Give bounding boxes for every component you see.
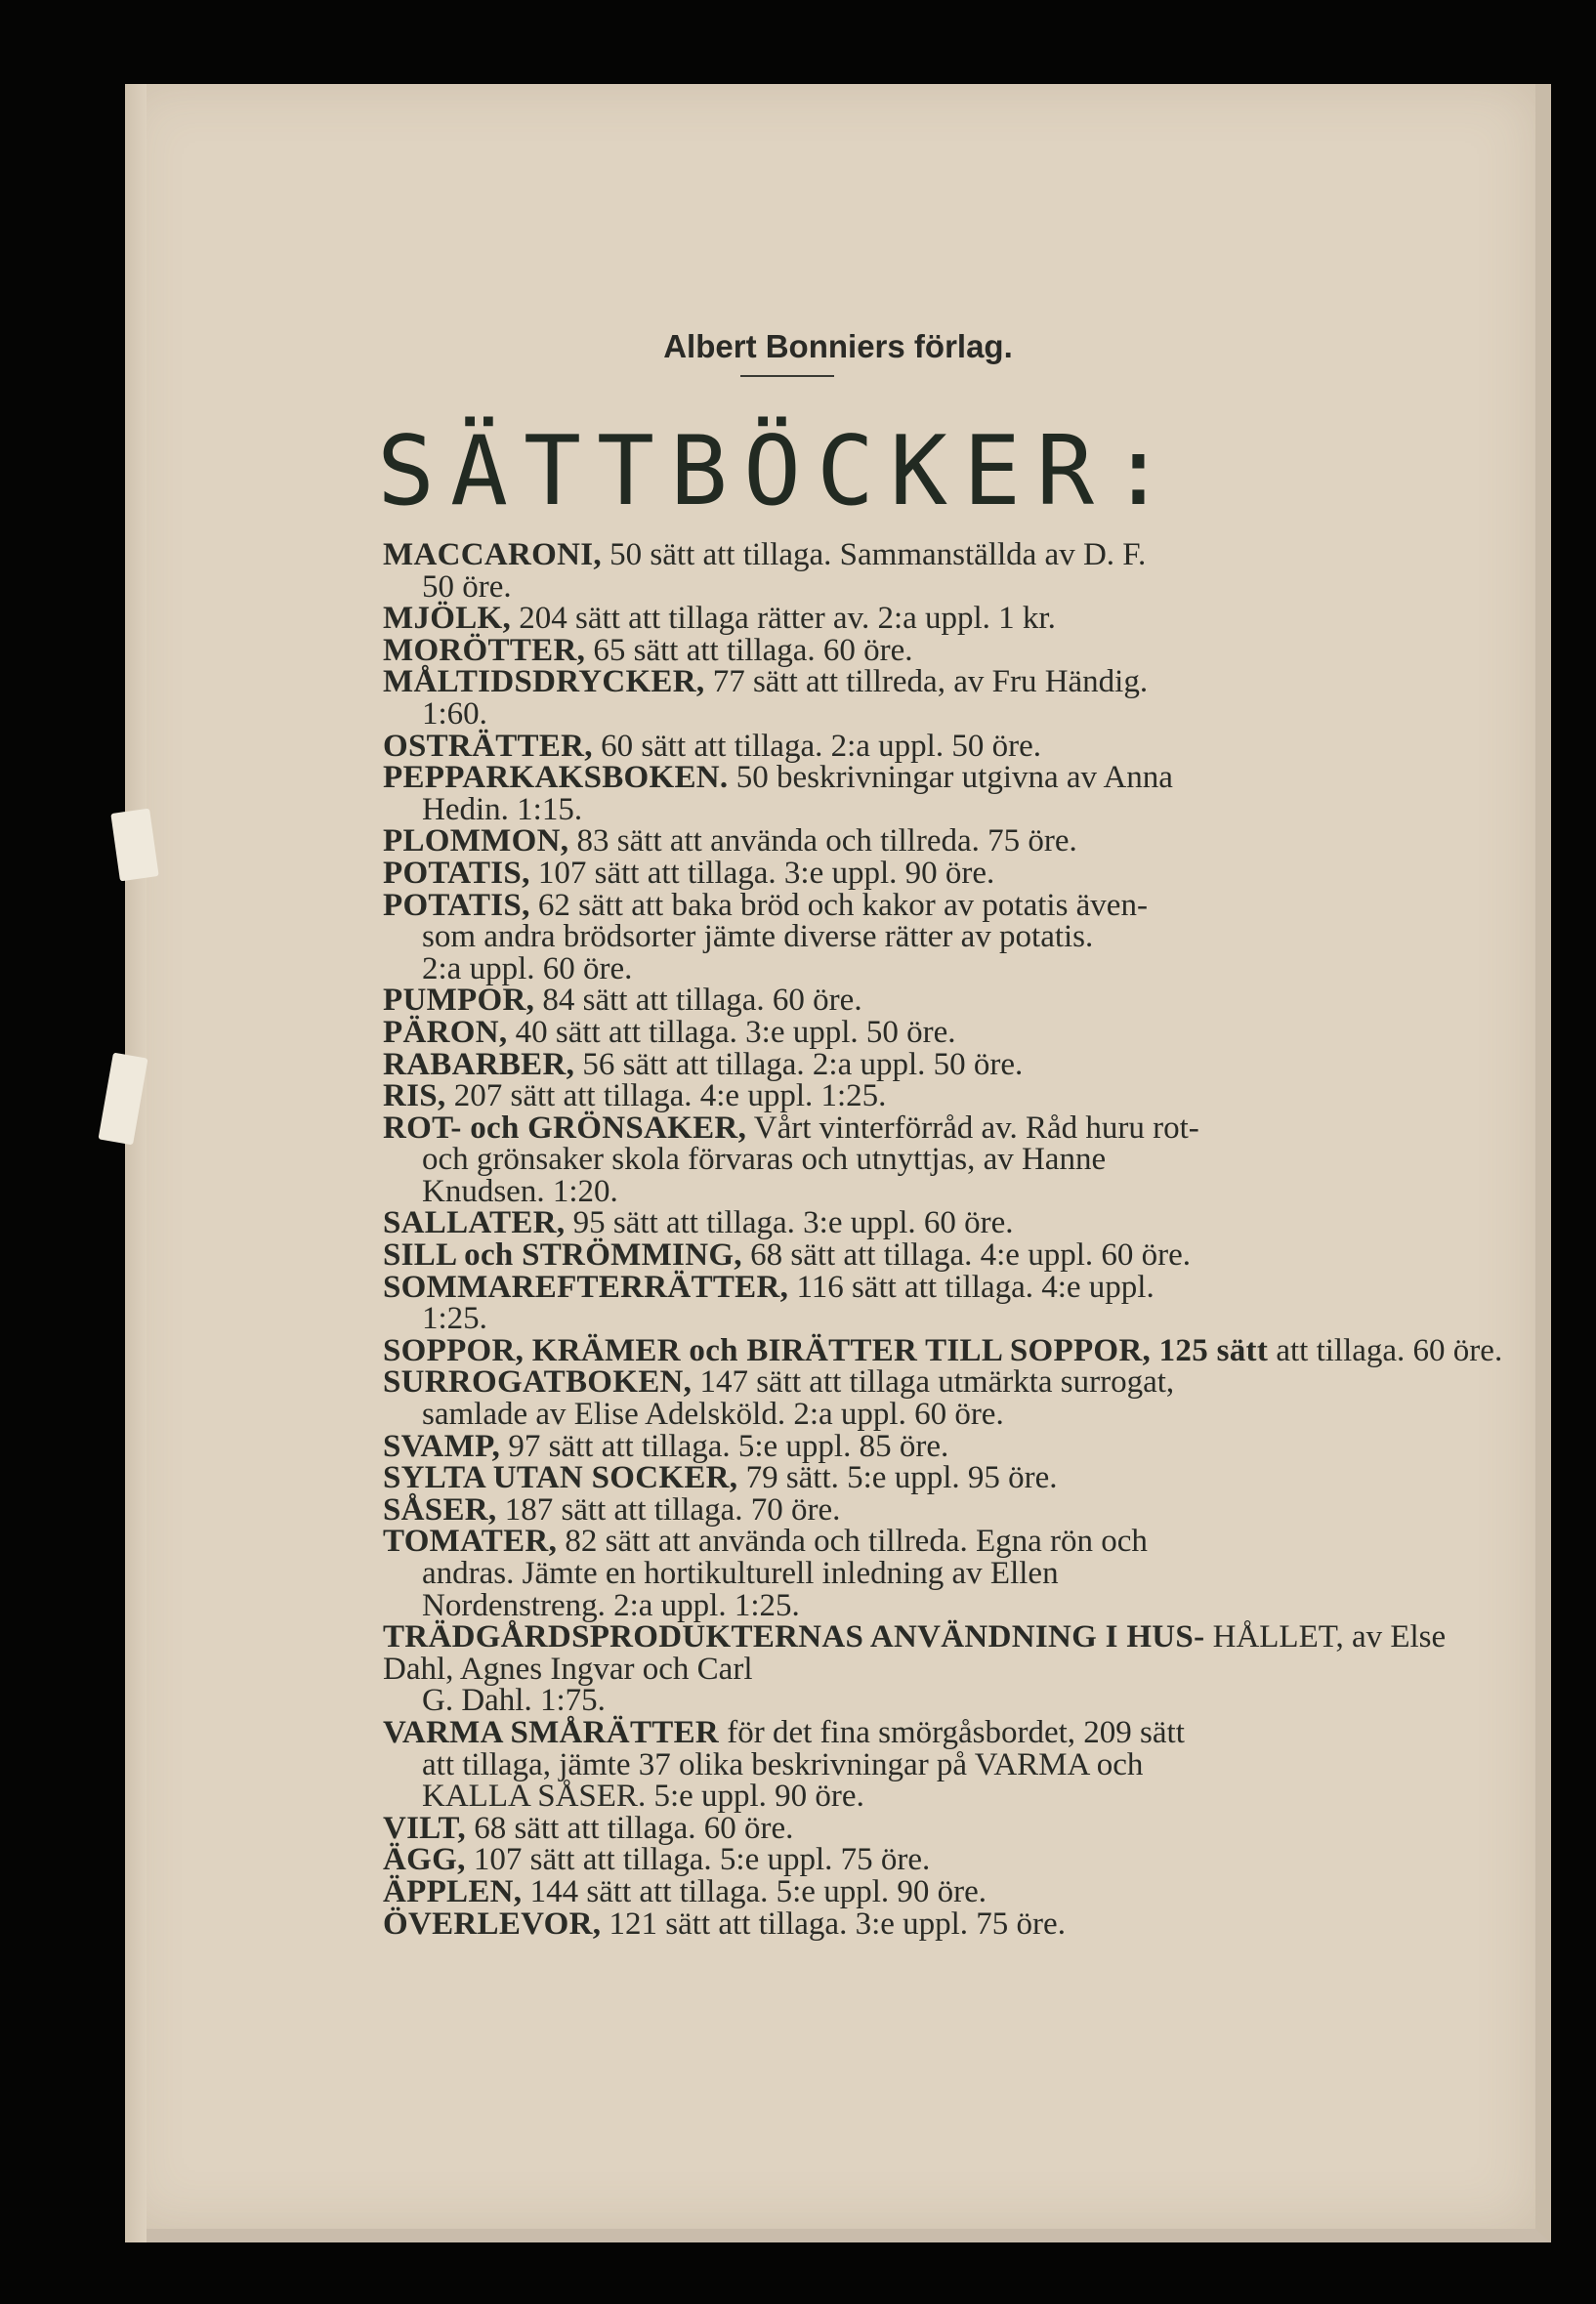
page-title: SÄTTBÖCKER: [377,416,1184,527]
book-title: SÅSER, [383,1491,497,1528]
book-entry [383,1332,1516,1368]
book-title: RABARBER, [383,1046,575,1082]
book-title: TOMATER, [383,1524,558,1560]
book-description: 95 sätt att tillaga. 3:e uppl. 60 öre. [565,1205,1014,1241]
book-entry [383,887,1516,986]
book-entry [383,666,1516,730]
book-entry [383,1269,1516,1337]
book-entry [383,1491,1516,1528]
book-title: ROT- och GRÖNSAKER, [383,1110,747,1146]
book-title: PÄRON, [383,1014,508,1050]
book-title: SVAMP, [383,1428,501,1464]
book-description: 56 sätt att tillaga. 2:a uppl. 50 öre. [574,1046,1024,1082]
book-description: 77 sätt att tillreda, av Fru Händig. [704,664,1149,700]
book-title: MÅLTIDSDRYCKER, [383,664,705,700]
book-title: PUMPOR, [383,983,535,1019]
book-description: Hedin. 1:15. [422,791,583,827]
book-description: 68 sätt att tillaga. 4:e uppl. 60 öre. [741,1237,1192,1274]
book-description: 116 sätt att tillaga. 4:e uppl. [788,1269,1155,1305]
book-entry [383,1908,1516,1941]
book-description: 40 sätt att tillaga. 3:e uppl. 50 öre. [507,1014,956,1050]
book-title: SOMMAREFTERRÄTTER, [383,1269,789,1305]
book-entry [383,1714,1516,1815]
book-description: HÅLLET, av Else Dahl, Agnes Ingvar och Carl [383,1619,1447,1687]
book-entry [383,1526,1516,1621]
book-entry [383,1621,1516,1717]
book-description: 50 sätt att tillaga. Sammanställda av D. F. [601,537,1147,572]
book-description: 50 beskrivningar utgivna av Anna [728,760,1173,796]
book-description: samlade av Elise Adelsköld. 2:a uppl. 60 öre. [422,1397,1004,1433]
book-description: 83 sätt att använda och tillreda. 75 öre. [568,823,1077,859]
book-description: G. Dahl. 1:75. [422,1683,606,1719]
book-description: Knudsen. 1:20. [422,1173,618,1209]
book-title: ÄPPLEN, [383,1873,523,1909]
book-description: för det fina smörgåsbordet, 209 sätt [719,1714,1185,1750]
book-title: ÄGG, [383,1842,466,1878]
book-title: SYLTA UTAN SOCKER, [383,1460,738,1496]
book-description: 107 sätt att tillaga. 3:e uppl. 90 öre. [529,855,995,891]
book-entry [383,632,1516,668]
book-entry [383,1462,1516,1494]
book-description: 187 sätt att tillaga. 70 öre. [496,1491,841,1528]
book-description: 79 sätt. 5:e uppl. 95 öre. [737,1460,1058,1496]
book-entry [383,1046,1516,1082]
book-entry [383,603,1516,635]
book-description: KALLA SÅSER. 5:e uppl. 90 öre. [422,1779,864,1815]
book-description: 65 sätt att tillaga. 60 öre. [585,632,913,668]
book-description: 1:25. [422,1301,487,1337]
book-title: RIS, [383,1078,446,1114]
book-title: VILT, [383,1810,466,1846]
book-description: 50 öre. [422,568,512,605]
book-description: 107 sätt att tillaga. 5:e uppl. 75 öre. [465,1842,931,1878]
book-entry [383,825,1516,858]
book-title: SALLATER, [383,1205,566,1241]
book-page [125,84,1551,2242]
book-description: 207 sätt att tillaga. 4:e uppl. 1:25. [445,1078,887,1114]
book-title: POTATIS, [383,855,530,891]
book-description: och grönsaker skola förvaras och utnyttjas, av Hanne [422,1142,1107,1178]
book-title: VARMA SMÅRÄTTER [383,1714,720,1750]
book-entry [383,762,1516,825]
book-description: Vårt vinterförråd av. Råd huru rot- [746,1110,1199,1146]
book-description: 84 sätt att tillaga. 60 öre. [534,983,862,1019]
book-title: TRÄDGÅRDSPRODUKTERNAS ANVÄNDNING I HUS- [383,1619,1205,1655]
book-description: 121 sätt att tillaga. 3:e uppl. 75 öre. [601,1906,1066,1942]
book-entry [383,984,1516,1017]
book-entry [383,1364,1516,1433]
book-description: 147 sätt att tillaga utmärkta surrogat, [692,1364,1175,1401]
book-title: SOPPOR, KRÄMER och BIRÄTTER TILL SOPPOR, 125 sätt [383,1332,1269,1368]
book-entry [383,1014,1516,1050]
publisher-name: Albert Bonniers förlag. [663,328,1013,364]
book-title: ÖVERLEVOR, [383,1906,602,1942]
book-description: 2:a uppl. 60 öre. [422,950,633,986]
book-entry [383,1428,1516,1464]
book-entry [383,1844,1516,1876]
publisher-rule [740,375,834,377]
book-title: PLOMMON, [383,823,569,859]
book-entry [383,1080,1516,1112]
book-title: MACCARONI, [383,537,602,572]
book-entry [383,1239,1516,1272]
book-title: SURROGATBOKEN, [383,1364,693,1401]
book-description: som andra brödsorter jämte diverse rätter av potatis. [422,919,1094,955]
book-description: att tillaga, jämte 37 olika beskrivningar på VARMA och [422,1746,1144,1782]
book-list [383,539,1516,1940]
book-description: 204 sätt att tillaga rätter av. 2:a uppl. 1 kr. [511,601,1056,637]
book-entry [383,539,1516,603]
book-title: MORÖTTER, [383,632,586,668]
book-description: att tillaga. 60 öre. [1268,1332,1503,1368]
book-description: 60 sätt att tillaga. 2:a uppl. 50 öre. [592,728,1041,764]
book-description: Nordenstreng. 2:a uppl. 1:25. [422,1587,800,1623]
book-title: SILL och STRÖMMING, [383,1237,742,1274]
book-title: PEPPARKAKSBOKEN. [383,760,729,796]
book-entry [383,1810,1516,1846]
book-description: 62 sätt att baka bröd och kakor av potatis även- [529,887,1148,923]
page-spine [125,84,147,2242]
book-entry [383,1873,1516,1909]
book-description: andras. Jämte en hortikulturell inledning av Ellen [422,1556,1059,1591]
book-description: 97 sätt att tillaga. 5:e uppl. 85 öre. [500,1428,949,1464]
book-entry [383,1112,1516,1208]
book-entry [383,1207,1516,1239]
book-description: 1:60. [422,695,487,732]
book-description: 68 sätt att tillaga. 60 öre. [465,1810,794,1846]
book-title: OSTRÄTTER, [383,728,593,764]
book-description: 82 sätt att använda och tillreda. Egna rön och [557,1524,1148,1560]
book-entry [383,855,1516,891]
book-title: MJÖLK, [383,601,512,637]
book-title: POTATIS, [383,887,530,923]
book-description: 144 sätt att tillaga. 5:e uppl. 90 öre. [522,1873,987,1909]
book-entry [383,728,1516,764]
